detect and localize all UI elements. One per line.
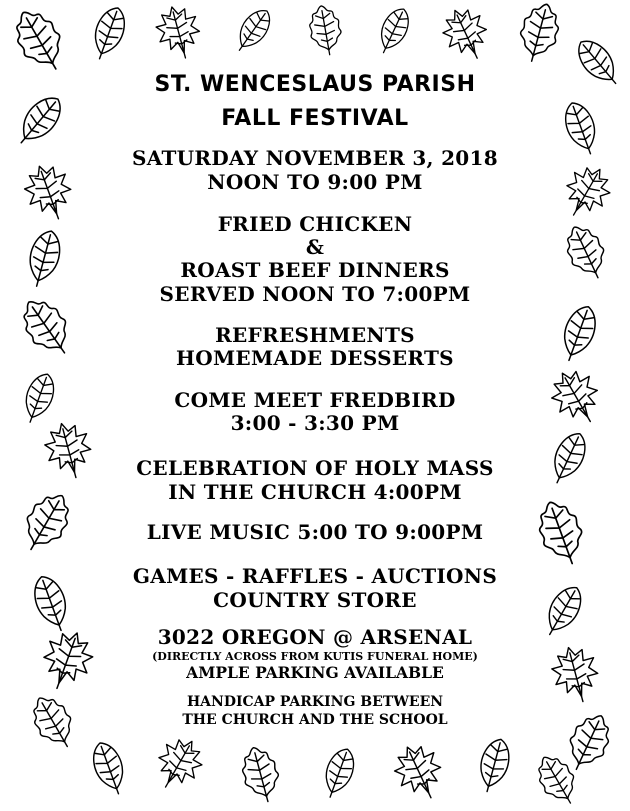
oak-maple-leaf-icon bbox=[18, 370, 59, 426]
oak-maple-leaf-icon bbox=[560, 708, 618, 777]
fredbird-time: 3:00 - 3:30 PM bbox=[230, 411, 400, 435]
fredbird-title: COME MEET FREDBIRD bbox=[174, 388, 456, 412]
festival-title: FALL FESTIVAL bbox=[221, 106, 409, 131]
event-hours: NOON TO 9:00 PM bbox=[207, 170, 423, 194]
oak-maple-leaf-icon bbox=[28, 572, 74, 635]
country-store: COUNTRY STORE bbox=[213, 588, 417, 612]
handicap-parking: HANDICAP PARKING BETWEEN bbox=[186, 694, 444, 710]
dinner-item-chicken: FRIED CHICKEN bbox=[217, 212, 413, 236]
oak-maple-leaf-icon bbox=[556, 302, 602, 365]
refreshments: REFRESHMENTS bbox=[215, 323, 415, 347]
address: 3022 OREGON @ ARSENAL bbox=[157, 625, 473, 649]
oak-maple-leaf-icon bbox=[544, 362, 609, 432]
oak-maple-leaf-icon bbox=[571, 34, 626, 92]
oak-maple-leaf-icon bbox=[538, 581, 588, 641]
oak-maple-leaf-icon bbox=[560, 98, 603, 158]
handicap-location: THE CHURCH AND THE SCHOOL bbox=[182, 712, 448, 728]
oak-maple-leaf-icon bbox=[559, 220, 613, 285]
address-note: (DIRECTLY ACROSS FROM KUTIS FUNERAL HOME) bbox=[152, 650, 478, 663]
oak-maple-leaf-icon bbox=[531, 496, 591, 571]
parking-info: AMPLE PARKING AVAILABLE bbox=[186, 663, 444, 682]
oak-maple-leaf-icon bbox=[545, 428, 592, 488]
desserts: HOMEMADE DESSERTS bbox=[176, 346, 454, 370]
dinner-item-beef: ROAST BEEF DINNERS bbox=[180, 258, 450, 282]
oak-maple-leaf-icon bbox=[36, 625, 99, 696]
oak-maple-leaf-icon bbox=[15, 486, 79, 559]
dinner-hours: SERVED NOON TO 7:00PM bbox=[159, 282, 471, 306]
oak-maple-leaf-icon bbox=[19, 159, 79, 226]
oak-maple-leaf-icon bbox=[6, 3, 73, 79]
dinner-ampersand: & bbox=[305, 235, 325, 259]
oak-maple-leaf-icon bbox=[13, 291, 80, 364]
oak-maple-leaf-icon bbox=[23, 228, 65, 290]
oak-maple-leaf-icon bbox=[11, 90, 69, 152]
mass-title: CELEBRATION OF HOLY MASS bbox=[136, 456, 494, 480]
games-list: GAMES - RAFFLES - AUCTIONS bbox=[132, 564, 498, 588]
oak-maple-leaf-icon bbox=[556, 159, 618, 225]
flyer-text bbox=[95, 0, 535, 811]
oak-maple-leaf-icon bbox=[41, 418, 97, 483]
mass-time: IN THE CHURCH 4:00PM bbox=[168, 480, 462, 504]
live-music: LIVE MUSIC 5:00 TO 9:00PM bbox=[146, 520, 484, 544]
parish-name: ST. WENCESLAUS PARISH bbox=[154, 72, 476, 97]
oak-maple-leaf-icon bbox=[548, 642, 604, 707]
oak-maple-leaf-icon bbox=[25, 690, 82, 755]
event-date: SATURDAY NOVEMBER 3, 2018 bbox=[132, 146, 498, 170]
